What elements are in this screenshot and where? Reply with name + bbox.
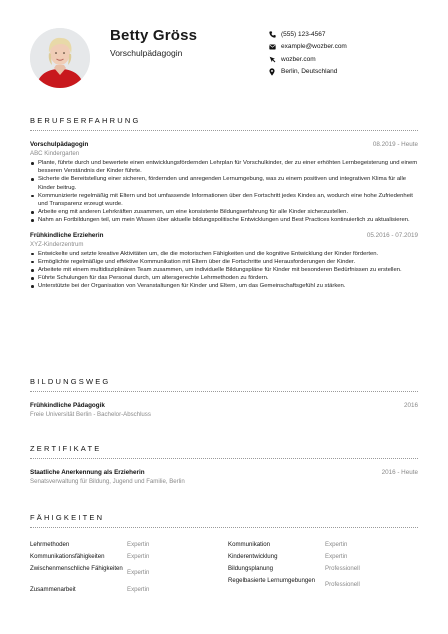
skill-name: Regelbasierte Lernumgebungen: [228, 577, 316, 584]
contact-list: [269, 28, 347, 78]
certificate-dates: 2016 - Heute: [381, 469, 418, 476]
skill-name: Lehrmethoden: [30, 541, 70, 548]
skill-level: Expertin: [127, 541, 150, 548]
skill-name: Kommunikationsfähigkeiten: [30, 553, 105, 560]
experience-section: [30, 116, 418, 291]
job-dates: 05.2016 - 07.2019: [366, 231, 418, 239]
skill-level: Expertin: [127, 569, 150, 576]
contact-location-text: Berlin, Deutschland: [281, 68, 338, 76]
contact-location: [269, 66, 347, 79]
skill-name: Kommunikation: [228, 541, 270, 548]
skill-name: Bildungsplanung: [228, 565, 274, 572]
location-pin-icon: [269, 68, 281, 76]
job-title: Vorschulpädagogin: [30, 141, 89, 148]
candidate-name: Betty Gröss: [110, 27, 198, 44]
skill-level: Expertin: [325, 553, 348, 560]
candidate-role: Vorschulpädagogin: [110, 48, 183, 58]
section-divider: [30, 527, 418, 528]
section-title-certificates: ZERTIFIKATE: [30, 444, 102, 453]
section-divider: [30, 458, 418, 459]
education-year: 2016: [403, 402, 418, 409]
phone-icon: [269, 31, 281, 38]
bullet-item: Plante, führte durch und bewertete einen entwicklungsfördernden Lehrplan für Vorschulkinder, der zu einer erhöhten Lernbegeisterung und einem besseren Verständnis der Kinder führte.: [30, 159, 418, 175]
skill-level: Expertin: [127, 586, 150, 593]
resume-header: [0, 0, 448, 100]
skill-name: Zwischenmenschliche Fähigkeiten: [30, 565, 123, 572]
skill-level: Professionell: [325, 581, 360, 588]
section-divider: [30, 391, 418, 392]
contact-phone-text: (555) 123-4567: [281, 30, 326, 38]
bullet-item: Nahm an Fortbildungen teil, um mein Wissen über aktuelle bildungspolitische Entwicklungen und Best Practices kontinuierlich zu aktualisieren.: [30, 216, 418, 224]
section-title-education: BILDUNGSWEG: [30, 377, 111, 386]
degree-name: Frühkindliche Pädagogik: [30, 402, 105, 409]
link-icon: [269, 56, 281, 63]
bullet-item: Kommunizierte regelmäßig mit Eltern und bot umfassende Informationen über den Fortschritt jedes Kindes an, wodurch eine hohe Zufriedenheit und Transparenz erzeugt wurde.: [30, 192, 418, 208]
bullet-item: Entwickelte und setzte kreative Aktivitäten um, die die motorischen Fähigkeiten und die kognitive Entwicklung der Kinder förderten.: [30, 250, 418, 258]
certificate-name: Staatliche Anerkennung als Erzieherin: [30, 469, 145, 476]
bullet-item: Arbeite eng mit anderen Lehrkräften zusammen, um eine konsistente Bildungserfahrung für alle Kinder sicherzustellen.: [30, 208, 418, 216]
bullet-item: Sicherte die Bereitstellung einer sicheren, fördernden und anregenden Lernumgebung, was zu einem positiven und integrativen Klima für alle Kinder beitrug.: [30, 175, 418, 191]
job-bullets: [30, 159, 418, 225]
job-company: XYZ-Kinderzentrum: [30, 240, 84, 248]
section-title-experience: BERUFSERFAHRUNG: [30, 116, 141, 125]
profile-photo-illustration: [30, 28, 90, 88]
email-icon: [269, 44, 281, 50]
skill-name: Zusammenarbeit: [30, 586, 76, 593]
job-entry: [30, 232, 418, 291]
bullet-item: Ermöglichte regelmäßige und effektive Kommunikation mit Eltern über die Fortschritte und Herausforderungen der Kinder.: [30, 258, 418, 266]
job-title: Frühkindliche Erzieherin: [30, 231, 104, 239]
school-name: Freie Universität Berlin - Bachelor-Abschluss: [30, 411, 151, 418]
section-title-skills: FÄHIGKEITEN: [30, 513, 105, 522]
certificate-entry: [30, 469, 418, 487]
section-divider: [30, 130, 418, 131]
skill-level: Expertin: [325, 541, 348, 548]
contact-email-text: example@wozber.com: [281, 43, 347, 51]
certificate-issuer: Senatsverwaltung für Bildung, Jugend und Familie, Berlin: [30, 478, 185, 485]
contact-website[interactable]: [269, 53, 347, 66]
job-bullets: [30, 250, 418, 291]
contact-website-text: wozber.com: [281, 55, 316, 63]
bullet-item: Unterstützte bei der Organisation von Veranstaltungen für Kinder und Eltern, um das Gemeinschaftsgefühl zu stärken.: [30, 282, 418, 290]
skill-level: Expertin: [127, 553, 150, 560]
certificates-section: [30, 444, 418, 487]
profile-photo: [30, 28, 90, 88]
contact-email[interactable]: [269, 41, 347, 54]
skills-section: [30, 513, 418, 621]
skills-grid: [30, 541, 418, 621]
skill-name: Kinderentwicklung: [228, 553, 278, 560]
job-entry: [30, 141, 418, 225]
skill-level: Professionell: [325, 565, 360, 572]
job-company: ABC Kindergarten: [30, 150, 80, 157]
contact-phone[interactable]: [269, 28, 347, 41]
education-entry: [30, 402, 418, 420]
bullet-item: Führte Schulungen für das Personal durch, um altersgerechte Lehrmethoden zu fördern.: [30, 274, 418, 282]
education-section: [30, 377, 418, 420]
job-dates: 08.2019 - Heute: [372, 141, 418, 148]
bullet-item: Arbeitete mit einem multidisziplinären Team zusammen, um individuelle Bildungspläne für Kinder mit besonderen Bedürfnissen zu erstellen.: [30, 266, 418, 274]
